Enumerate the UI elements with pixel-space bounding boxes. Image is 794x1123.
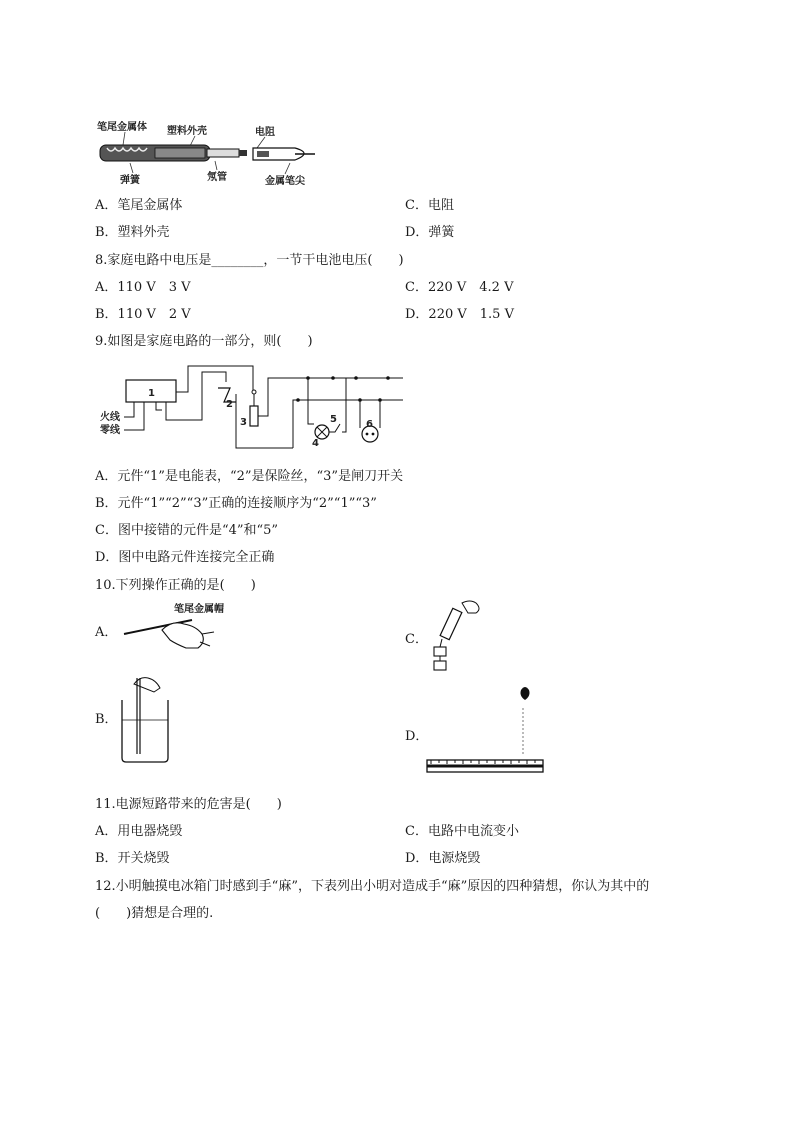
q11-option-a[interactable]: A．用电器烧毁	[95, 824, 183, 839]
q12-stem-line1: 12.小明触摸电冰箱门时感到手“麻”，下表列出小明对造成手“麻”原因的四种猜想，你认为其中的	[95, 879, 650, 894]
label-tail-metal: 笔尾金属体	[97, 122, 147, 133]
beaker-thermometer-figure-b	[118, 670, 178, 765]
label-neutral: 零线	[100, 425, 120, 436]
label-6: 6	[366, 419, 373, 430]
q7-option-a[interactable]: A．笔尾金属体	[95, 198, 183, 213]
q10-option-c[interactable]: C．	[405, 632, 428, 647]
label-resistor: 电阻	[255, 127, 275, 138]
label-2: 2	[226, 399, 233, 410]
q11-stem: 11.电源短路带来的危害是( )	[95, 797, 282, 812]
q11-option-d[interactable]: D．电源烧毁	[405, 851, 481, 866]
q10-option-b[interactable]: B．	[95, 712, 118, 727]
q9-option-b[interactable]: B．元件“1”“2”“3”正确的连接顺序为“2”“1”“3”	[95, 496, 377, 511]
label-4: 4	[312, 438, 319, 449]
ruler-flame-figure-d	[425, 680, 545, 782]
q7-option-b[interactable]: B．塑料外壳	[95, 225, 170, 240]
q10-option-a[interactable]: A．	[95, 625, 118, 640]
q11-option-b[interactable]: B．开关烧毁	[95, 851, 170, 866]
spring-scale-figure-c	[428, 597, 488, 677]
q7-option-d[interactable]: D．弹簧	[405, 225, 455, 240]
q9-option-d[interactable]: D．图中电路元件连接完全正确	[95, 550, 275, 565]
label-plastic-shell: 塑料外壳	[167, 126, 207, 137]
pen-grip-figure-a	[122, 600, 232, 655]
q10-stem: 10.下列操作正确的是( )	[95, 578, 256, 593]
household-circuit-figure	[98, 362, 403, 454]
label-5: 5	[330, 414, 337, 425]
label-neon-tube: 氖管	[207, 172, 227, 183]
label-3: 3	[240, 417, 247, 428]
q8-option-c[interactable]: C．220 V 4.2 V	[405, 280, 514, 295]
q10-option-d[interactable]: D．	[405, 729, 429, 744]
label-metal-tip: 金属笔尖	[265, 176, 305, 187]
q11-option-c[interactable]: C．电路中电流变小	[405, 824, 519, 839]
q7-option-c[interactable]: C．电阻	[405, 198, 454, 213]
label-1: 1	[148, 388, 155, 399]
q8-option-b[interactable]: B．110 V 2 V	[95, 307, 191, 322]
label-pen-cap: 笔尾金属帽	[174, 604, 224, 615]
q9-option-c[interactable]: C．图中接错的元件是“4”和“5”	[95, 523, 279, 538]
q9-option-a[interactable]: A．元件“1”是电能表，“2”是保险丝，“3”是闸刀开关	[95, 469, 404, 484]
q8-stem: 8.家庭电路中电压是________，一节干电池电压( )	[95, 253, 404, 268]
q8-option-a[interactable]: A．110 V 3 V	[95, 280, 191, 295]
test-pen-figure	[95, 118, 325, 188]
label-live: 火线	[100, 412, 120, 423]
label-spring: 弹簧	[120, 175, 140, 186]
q9-stem: 9.如图是家庭电路的一部分，则( )	[95, 334, 313, 349]
q12-stem-line2: ( )猜想是合理的.	[95, 906, 214, 921]
q8-option-d[interactable]: D．220 V 1.5 V	[405, 307, 514, 322]
